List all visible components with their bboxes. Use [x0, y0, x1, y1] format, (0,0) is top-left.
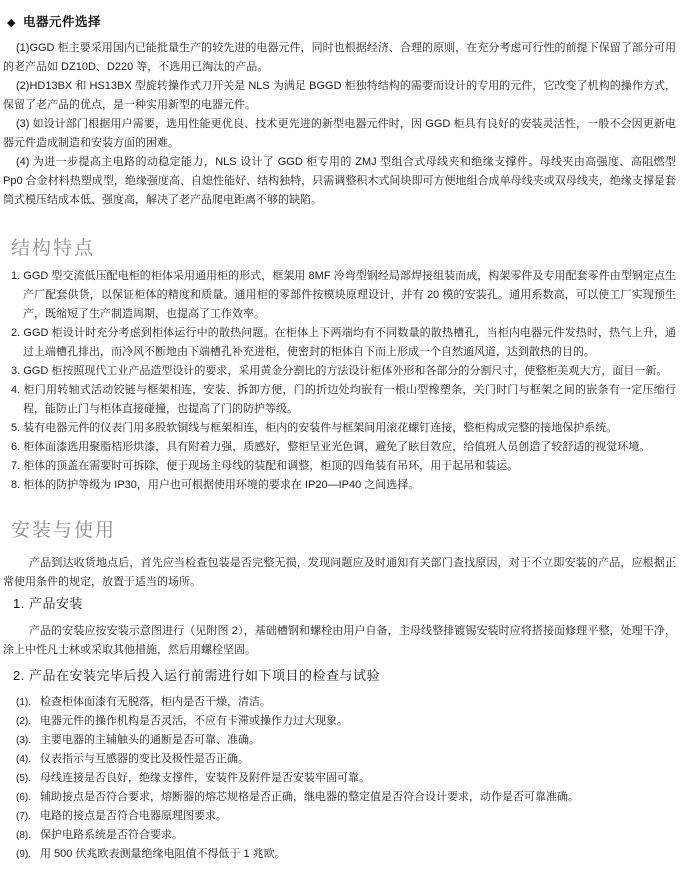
structure-section-title: 结构特点	[11, 238, 96, 259]
check-text: 用 500 伏兆欧表测量绝缘电阻值不得低于 1 兆欧。	[40, 848, 286, 860]
check-text: 仪表指示与互感器的变比及极性是否正确。	[40, 753, 249, 765]
components-section-title: 电器元件选择	[22, 15, 101, 29]
check-item	[16, 731, 676, 750]
check-item	[16, 788, 676, 807]
check-item	[16, 769, 676, 788]
check-number: (5).	[16, 773, 31, 784]
check-item	[16, 845, 676, 864]
feature-item: 2. GGD 柜设计时充分考虑到柜体运行中的散热问题。在柜体上下两端均有不同数量的散热槽孔，当柜内电器元件发热时，热气上升，通过上端槽孔排出，而冷风不断地由下端槽孔补充进柜，使密封的柜体自下而上形成一个自然通风道，达到散热的目的。	[11, 327, 676, 358]
check-number: (8).	[16, 830, 31, 841]
check-number: (6).	[16, 792, 31, 803]
check-item	[16, 712, 676, 731]
check-list	[16, 693, 676, 864]
feature-item: 7. 柜体的顶盖在需要时可拆除，便于现场主母线的装配和调整，柜顶的四角装有吊环，用于起吊和装运。	[11, 460, 519, 472]
check-text: 母线连接是否良好，绝缘支撑件，安装件及附件是否安装牢固可靠。	[40, 772, 370, 784]
check-text: 电器元件的操作机构是否灵活，不应有卡滞或操作力过大现象。	[40, 715, 348, 727]
components-paragraph: (2)HD13BX 和 HS13BX 型旋转操作式刀开关是 NLS 为满足 BGGD 柜独特结构的需要而设计的专用的元件，它改变了机构的操作方式，保留了老产品的优点，是一种实用新型的电器元件。	[3, 80, 676, 111]
feature-item: 6. 柜体面漆选用聚脂桔形烘漆，具有附着力强，质感好，整柜呈亚光色调，避免了眩目效应，给值班人员创造了较舒适的视觉环境。	[11, 441, 651, 453]
feature-item: 4. 柜门用转轴式活动铰链与框架相连，安装、拆卸方便，门的折边处均嵌有一根山型橡塑条，关门时门与框架之间的嵌条有一定压缩行程，能防止门与柜体直接碰撞，也提高了门的防护等级。	[11, 384, 676, 415]
install-sub1-title: 1. 产品安装	[13, 596, 83, 611]
check-item	[16, 693, 676, 712]
check-number: (9).	[16, 849, 31, 860]
feature-item: 1. GGD 型交流低压配电柜的柜体采用通用柜的形式，框架用 8MF 冷弯型钢经局部焊接组装而成，构架零件及专用配套零件由型钢定点生产厂配套供货，以保证柜体的精度和质量。通用柜的零部件按模块原理设计，并有 20 模的安装孔。通用系数高，可以使工厂实现预生产，既缩短了生产制造周期，也提高了工作效率。	[11, 270, 676, 320]
check-number: (3).	[16, 735, 31, 746]
diamond-bullet-icon: ◆	[7, 17, 16, 29]
install-sub1-body: 产品的安装应按安装示意图进行（见附图 2），基础槽钢和螺栓由用户自备，主母线整排镀锡安装时应将搭接面修理平整，处理干净，涂上中性凡士林或采取其他措施，然后用螺栓坚固。	[3, 625, 676, 656]
feature-item: 3. GGD 柜按照现代工业产品造型设计的要求，采用黄金分割比的方法设计柜体外形和各部分的分割尺寸，使整柜美观大方，面目一新。	[11, 365, 668, 377]
install-intro-paragraph: 产品到达收货地点后，首先应当检查包装是否完整无损，发现问题应及时通知有关部门查找原因，对于不立即安装的产品，应根据正常使用条件的规定，放置于适当的场所。	[3, 557, 676, 588]
feature-item: 8. 柜体的防护等级为 IP30，用户也可根据使用环境的要求在 IP20—IP40 之间选择。	[11, 479, 420, 491]
check-text: 辅助接点是否符合要求，熔断器的熔芯规格是否正确，继电器的整定值是否符合设计要求，动作是否可靠准确。	[40, 791, 579, 803]
check-text: 主要电器的主辅触头的通断是否可靠、准确。	[40, 734, 260, 746]
check-number: (1).	[16, 697, 31, 708]
components-paragraph: (3) 如设计部门根据用户需要，选用性能更优良、技术更先进的新型电器元件时，因 GGD 柜具有良好的安装灵活性，一般不会因更新电器元件造成制造和安装方面的困难。	[3, 118, 676, 149]
check-text: 电路的接点是否符合电器原理图要求。	[40, 810, 227, 822]
check-text: 检查柜体面漆有无脱落，柜内是否干燥，清洁。	[40, 696, 271, 708]
check-number: (4).	[16, 754, 31, 765]
components-section-heading	[7, 14, 676, 31]
check-item	[16, 826, 676, 845]
check-item	[16, 807, 676, 826]
check-number: (7).	[16, 811, 31, 822]
feature-list	[11, 267, 676, 495]
check-item	[16, 750, 676, 769]
check-number: (2).	[16, 716, 31, 727]
install-sub2-title: 2. 产品在安装完毕后投入运行前需进行如下项目的检查与试验	[13, 668, 380, 683]
components-paragraph: (1)GGD 柜主要采用国内已能批量生产的较先进的电器元件，同时也根据经济、合理的原则，在充分考虑可行性的前提下保留了部分可用的老产品如 DZ10D、D220 等，不选用已淘汰的产品。	[3, 42, 676, 73]
feature-item: 5. 装有电器元件的仪表门用多股软铜线与框架相连，柜内的安装件与框架间用滚花螺钉连接，整柜构成完整的接地保护系统。	[11, 422, 618, 434]
install-section-title: 安装与使用	[11, 520, 117, 541]
check-text: 保护电路系统是否符合要求。	[40, 829, 183, 841]
components-paragraph: (4) 为进一步提高主电路的动稳定能力，NLS 设计了 GGD 柜专用的 ZMJ 型组合式母线夹和绝缘支撑件。母线夹由高强度、高阻燃型 Pp0 合金材料热塑成型，绝缘强度高、自熄性能好、结构独特，只需调整积木式间块即可方便地组合成单母线夹或双母线夹，绝缘支撑是套筒式模压结成本低、强度高，解决了老产品爬电距离不够的缺陷。	[3, 156, 676, 206]
